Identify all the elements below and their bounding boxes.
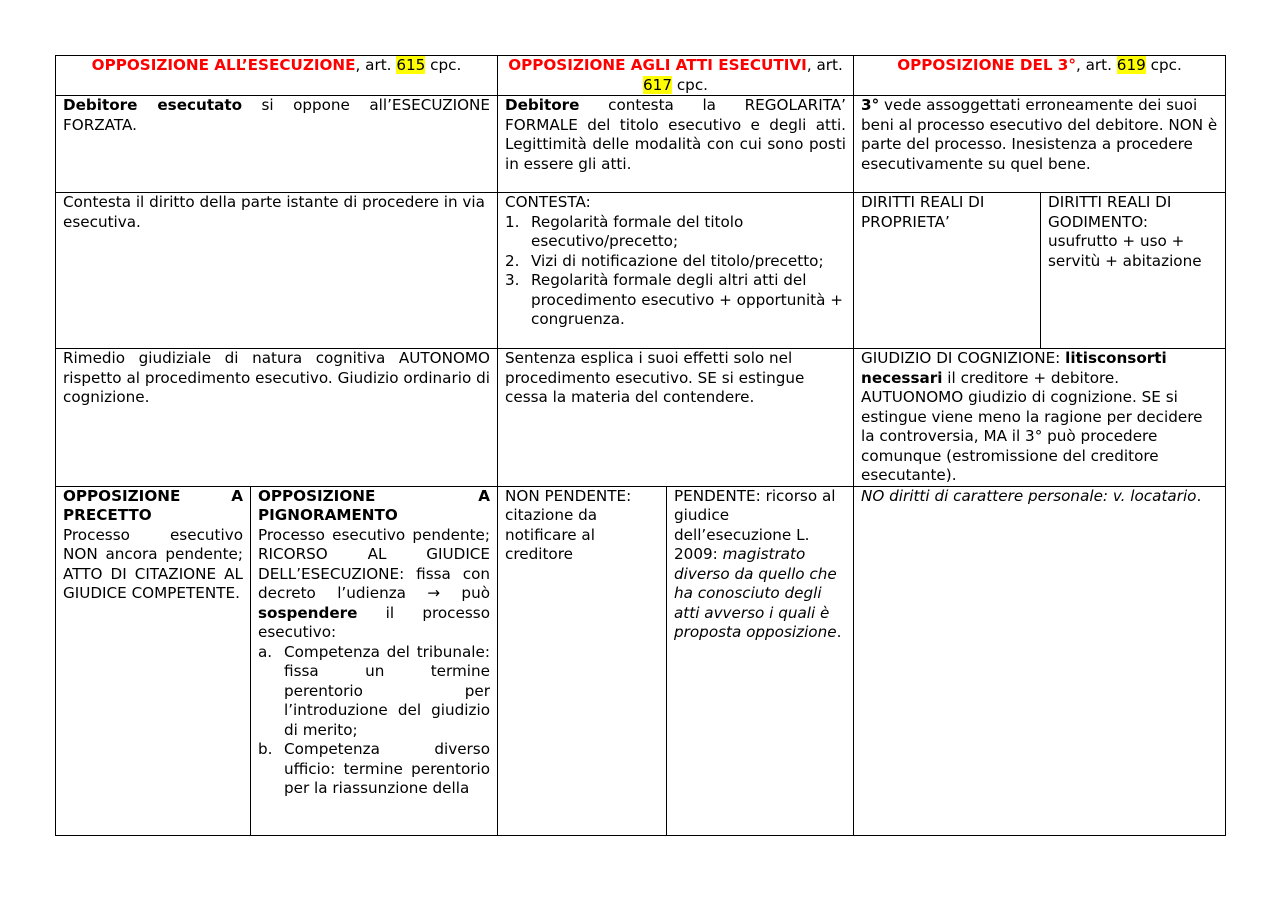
table-row-natura	[56, 349, 1226, 487]
list-item	[505, 271, 846, 330]
list-item	[505, 252, 846, 272]
italic-text: NO diritti di carattere personale: v. locatario	[861, 486, 1197, 505]
competenza-list	[258, 643, 490, 799]
cell-title: OPPOSIZIONE A PRECETTO	[63, 486, 243, 524]
cell-contesta-diritto	[56, 193, 498, 349]
list-item-text: Vizi di notificazione del titolo/precetto;	[531, 251, 824, 270]
cell-diritti-godimento	[1041, 193, 1226, 349]
cell-text: vede assoggettati erroneamente dei suoi beni al processo esecutivo del debitore. NON è parte del processo. Inesistenza a procedere esecutivamente su quel bene.	[861, 96, 1218, 173]
bold-term: sospendere	[258, 603, 358, 622]
list-marker: 1.	[505, 212, 520, 231]
list-item	[258, 643, 490, 741]
cell-text: contesta la REGOLARITA’ FORMALE del titolo esecutivo e degli atti. Legittimità delle modalità con cui sono posti in essere gli atti.	[505, 96, 847, 173]
bold-term: 3°	[861, 96, 880, 114]
cell-text: Contesta il diritto della parte istante di procedere in via esecutiva.	[63, 193, 485, 231]
list-marker: 3.	[505, 271, 520, 289]
header-title: OPPOSIZIONE ALL’ESECUZIONE	[91, 56, 356, 74]
comparison-table	[55, 55, 1226, 836]
cell-text: Processo esecutivo pendente; RICORSO AL GIUDICE DELL’ESECUZIONE: fissa con decreto l’udienza → può	[258, 525, 490, 602]
header-title: OPPOSIZIONE AGLI ATTI ESECUTIVI	[508, 56, 807, 74]
bold-term: Debitore esecutato	[63, 96, 243, 114]
list-item	[258, 740, 490, 799]
list-marker: 2.	[505, 251, 520, 270]
table-row-soggetti	[56, 96, 1226, 193]
header-opposizione-terzo	[854, 56, 1226, 96]
header-cpc: cpc.	[425, 56, 462, 74]
cell-text: GIUDIZIO DI COGNIZIONE:	[861, 349, 1066, 367]
cell-text: il processo esecutivo:	[258, 603, 490, 641]
cell-text: NON PENDENTE: citazione da notificare al creditore	[505, 486, 632, 563]
cell-text: DIRITTI REALI DI GODIMENTO: usufrutto + uso + servitù + abitazione	[1048, 193, 1202, 270]
list-item-text: Competenza del tribunale: fissa un termine perentorio per l’introduzione del giudizio di merito;	[284, 642, 490, 739]
list-item-text: Regolarità formale del titolo esecutivo/precetto;	[531, 212, 744, 250]
list-item-text: Regolarità formale degli altri atti del procedimento esecutivo + opportunità + congruenza.	[531, 271, 843, 328]
cell-diritti-personali	[854, 486, 1226, 835]
table-row-contesta	[56, 193, 1226, 349]
list-item	[505, 213, 846, 252]
header-art-prefix: , art.	[1075, 56, 1117, 74]
bold-term: Debitore	[505, 96, 580, 114]
cell-text: Sentenza esplica i suoi effetti solo nel procedimento esecutivo. SE si estingue cessa la materia del contendere.	[505, 349, 805, 406]
header-art-prefix: , art.	[806, 56, 843, 74]
cell-non-pendente	[498, 486, 667, 835]
cell-text: .	[1196, 486, 1202, 505]
cell-contesta-list	[498, 193, 854, 349]
italic-text: magistrato diverso da quello che ha conosciuto degli atti avverso i quali è proposta opposizione	[674, 545, 837, 641]
contesta-list	[505, 213, 846, 330]
cell-text: .	[836, 623, 842, 641]
cell-terzo	[854, 96, 1226, 193]
article-number-highlight: 617	[643, 75, 672, 94]
cell-opposizione-pignoramento	[251, 486, 498, 835]
cell-rimedio-giudiziale	[56, 349, 498, 487]
header-opposizione-atti	[498, 56, 854, 96]
cell-debitore-esecutato	[56, 96, 498, 193]
cell-diritti-proprieta	[854, 193, 1041, 349]
header-opposizione-esecuzione	[56, 56, 498, 96]
cell-text: DIRITTI REALI DI PROPRIETA’	[861, 193, 985, 231]
list-heading: CONTESTA:	[505, 193, 591, 211]
cell-text: si oppone all’ESECUZIONE FORZATA.	[63, 96, 491, 134]
list-marker: b.	[258, 740, 273, 758]
cell-giudizio-cognizione	[854, 349, 1226, 487]
cell-debitore-contesta	[498, 96, 854, 193]
cell-title: OPPOSIZIONE A PIGNORAMENTO	[258, 486, 490, 524]
cell-text: Rimedio giudiziale di natura cognitiva AUTONOMO rispetto al procedimento esecutivo. Giudizio ordinario di cognizione.	[63, 349, 490, 406]
header-cpc: cpc.	[672, 75, 708, 94]
cell-paragraph	[258, 526, 490, 643]
cell-text: Processo esecutivo NON ancora pendente; ATTO DI CITAZIONE AL GIUDICE COMPETENTE.	[63, 525, 243, 602]
bold-term: litisconsorti necessari	[861, 349, 1167, 387]
header-art-prefix: , art.	[355, 56, 397, 74]
header-cpc: cpc.	[1145, 56, 1182, 74]
cell-text: PENDENTE: ricorso al giudice dell’esecuzione L. 2009:	[674, 486, 836, 563]
article-number-highlight: 615	[396, 56, 426, 74]
header-row	[56, 56, 1226, 96]
table-row-procedura	[56, 486, 1226, 835]
article-number-highlight: 619	[1116, 56, 1146, 74]
header-title: OPPOSIZIONE DEL 3°	[897, 56, 1076, 74]
list-item-text: Competenza diverso ufficio: termine perentorio per la riassunzione della	[284, 740, 490, 797]
list-marker: a.	[258, 642, 273, 661]
cell-opposizione-precetto	[56, 486, 251, 835]
cell-text: il creditore + debitore. AUTUONOMO giudizio di cognizione. SE si estingue viene meno la ragione per decidere la controversia, MA il 3° può procedere comunque (estromissione del creditore esecutante).	[861, 368, 1203, 484]
cell-pendente	[667, 486, 854, 835]
cell-sentenza	[498, 349, 854, 487]
